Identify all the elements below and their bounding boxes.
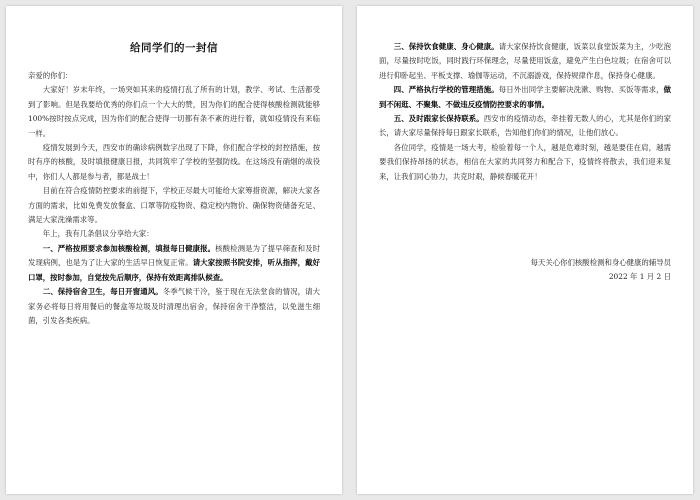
item-1-body: 核酸检测是为了提早筛查和及时发现病例，也是为了让大家的生活早日恢复正常。 — [28, 243, 320, 268]
item-3-body: 请大家保持饮食健康，饭菜以食堂饭菜为主，少吃泡面，尽量按时吃饭，同时践行环保理念，尽量使用饭盒，避免产生白色垃圾；在宿舍可以进行仰卧起坐、平板支撑、瑜伽等运动，不沉溺游戏，保持规律作息，保持身心健康。 — [379, 42, 671, 80]
item-3-head: 三、保持饮食健康、身心健康。 — [393, 42, 499, 51]
item-1 — [28, 242, 320, 285]
item-2-head: 二、保持宿舍卫生，每日开窗通风。 — [42, 287, 163, 297]
paragraph-4: 年上，我有几条倡议分享给大家： — [42, 229, 154, 239]
item-3 — [379, 40, 671, 83]
item-2-body: 冬季气候干冷，鉴于现在无法堂食的情况，请大家务必将每日将用餐后的餐盒等垃圾及时清理出宿舍，保持宿舍干净整洁，以免滋生细菌，引发各类疾病。 — [28, 287, 320, 325]
item-2 — [28, 285, 320, 328]
item-5-head: 五、及时跟家长保持联系。 — [393, 114, 484, 124]
document-page-2 — [357, 6, 693, 494]
paragraph-1: 大家好！岁末年终，一场突如其来的疫情打乱了所有的计划，教学、考试、生活都受到了影响。但是我要给优秀的你们点一个大大的赞，因为你们的配合使得核酸检测就能够100%按时按点完成，因为你们的配合使得一切都有条不紊的进行着，就如疫情没有来临一样。 — [28, 85, 320, 138]
item-4-head2: 做到不闲逛、不聚集、不做违反疫情防控要求的事情。 — [379, 85, 671, 109]
greeting: 亲爱的你们： — [28, 71, 73, 80]
item-5 — [379, 112, 671, 141]
item-4-head: 四、严格执行学校的管理措施。 — [393, 85, 499, 95]
document-page-1 — [6, 6, 342, 494]
signature-spacer — [379, 184, 671, 256]
date: 2022 年 1 月 2 日 — [608, 272, 671, 282]
item-4-body: 每日外出同学主要解决洗漱、购物、买饭等需求， — [498, 85, 664, 95]
closing-paragraph: 各位同学，疫情是一场大考，检验着每一个人，越是危难时刻，越是要佳在肩，越需要我们保持昂扬的状态，相信在大家的共同努力和配合下，疫情终将散去，我们迎来复来，让我们同心协力，共克时艰，静候春暖花开！ — [379, 142, 671, 181]
item-1-head2: 请大家按照书院安排，听从指挥，戴好口罩，按时参加，自觉按先后顺序，保持有效距离排队候查。 — [28, 258, 320, 282]
letter-title: 给同学们的一封信 — [130, 42, 218, 54]
page-gap — [343, 0, 357, 500]
paragraph-2: 疫情发展到今天，西安市的确诊病例数字出现了下降，你们配合学校的封控措施，按时有序的核酸，及时填报健康日报，共同筑牢了学校的坚强防线。在这场没有硝烟的战役中，你们人人都是参与者，都是战士！ — [28, 143, 320, 181]
signature: 每天关心你们核酸检测和身心健康的辅导员 — [530, 258, 671, 268]
item-5-body: 西安市的疫情动态，牵挂着无数人的心，尤其是你们的家长，请大家尽量保持每日跟家长联系，告知他们你们的情况，让他们放心。 — [379, 114, 671, 138]
paragraph-3: 目前在符合疫情防控要求的前提下，学校正尽最大可能给大家筹措资源，解决大家各方面的需求，比如免费发放餐盒、口罩等防疫物资、稳定校内物价、确保物资储备充足、满足大家洗澡需求等。 — [28, 186, 320, 225]
item-1-head: 一、严格按照要求参加核酸检测，填报每日健康报。 — [42, 243, 216, 253]
item-4 — [379, 83, 671, 112]
